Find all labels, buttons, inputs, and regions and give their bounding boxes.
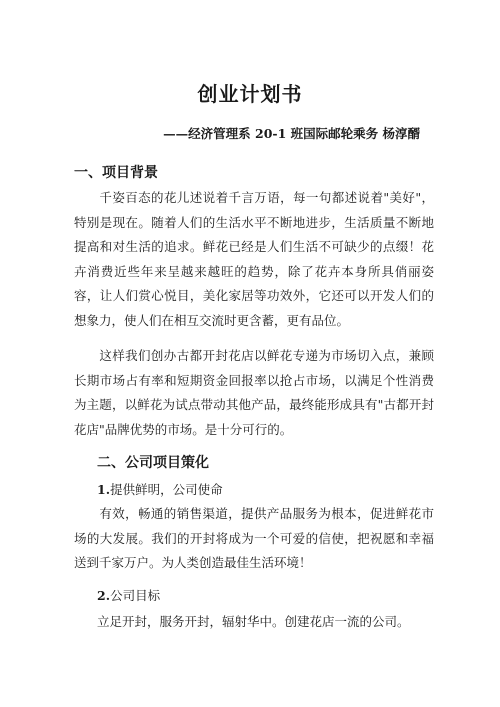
item-1-number: 1. <box>97 482 111 497</box>
paragraph-mission-text: 有效，畅通的销售渠道，提供产品服务为根本，促进鲜花市场的大发展。我们的开封将成为一个可爱的信使，把祝愿和幸福送到千家万户。为人类创造最佳生活环境！ <box>74 506 434 571</box>
item-2-label: 公司目标 <box>110 588 161 603</box>
document-title: 创业计划书 <box>197 82 303 106</box>
paragraph-background-2-text: 这样我们创办古都开封花店以鲜花专递为市场切入点，兼顾长期市场占有率和短期资金回报率以抢占市场，以满足个性消费为主题，以鲜花为试点带动其他产品，最终能形成具有"古都开封花店"品牌优势的市场。是十分可行的。 <box>74 348 434 437</box>
paragraph-background-2 <box>74 344 434 442</box>
item-1-heading <box>97 480 223 498</box>
paragraph-background-1-text: 千姿百态的花儿述说着千言万语，每一句都述说着"美好"，特别是现在。随着人们的生活水平不断地进步，生活质量不断地提高和对生活的追求。鲜花已经是人们生活不可缺少的点缀！花卉消费近些年来呈越来越旺的趋势，除了花卉本身所具俏丽姿容，让人们赏心悦目，美化家居等功效外，它还可以开发人们的想象力，使人们在相互交流时更含蓄，更有品位。 <box>74 190 434 328</box>
item-2-number: 2. <box>97 588 111 603</box>
item-1-label: 提供鲜明，公司使命 <box>110 482 223 497</box>
paragraph-mission <box>74 502 434 576</box>
section-heading-background: 一、项目背景 <box>74 165 158 181</box>
item-2-heading <box>97 586 160 604</box>
document-subtitle: ——经济管理系 20-1 班国际邮轮乘务 杨淳醑 <box>163 126 420 141</box>
paragraph-background-1 <box>74 186 434 334</box>
section-heading-company-plan: 二、公司项目策化 <box>97 455 209 471</box>
paragraph-goal: 立足开封，服务开封，辐射华中。创建花店一流的公司。 <box>97 614 410 629</box>
